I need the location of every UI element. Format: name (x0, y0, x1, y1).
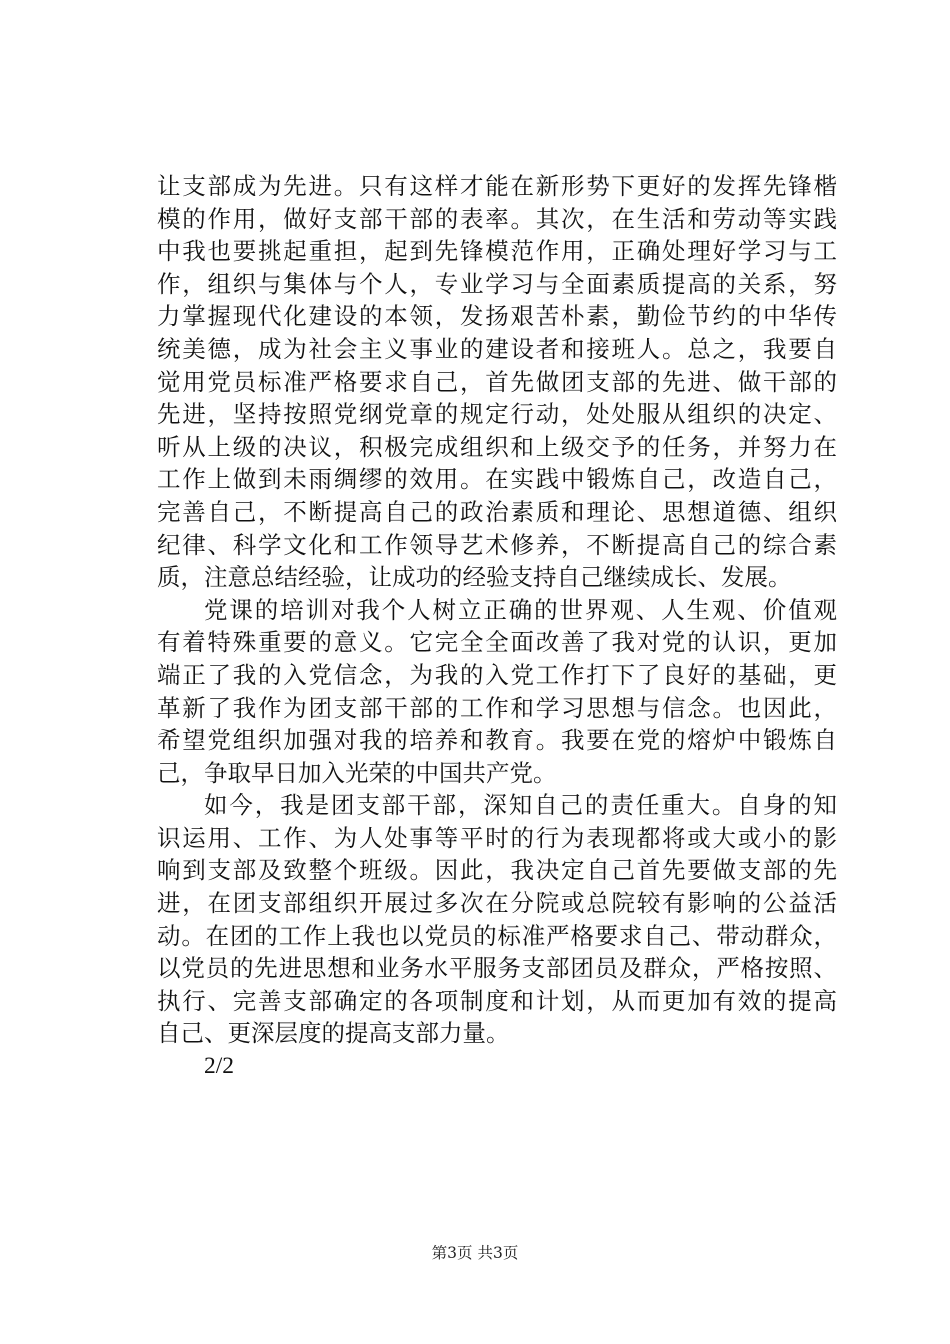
paragraph-2 (157, 594, 837, 790)
footer-page-info: 第3页 共3页 (431, 1244, 519, 1262)
text-line: 模的作用，做好支部干部的表率。其次，在生活和劳动等实践 (157, 204, 837, 233)
text-line: 识运用、工作、为人处事等平时的行为表现都将或大或小的影 (157, 823, 837, 852)
text-line: 端正了我的入党信念，为我的入党工作打下了良好的基础，更 (157, 660, 837, 689)
text-line: 己，争取早日加入光荣的中国共产党。 (157, 758, 557, 787)
text-line: 有着特殊重要的意义。它完全全面改善了我对党的认识，更加 (157, 628, 837, 657)
page-marker: 2/2 (204, 1053, 235, 1080)
page-footer (0, 1241, 950, 1263)
text-line: 执行、完善支部确定的各项制度和计划，从而更加有效的提高 (157, 986, 837, 1015)
text-line: 动。在团的工作上我也以党员的标准严格要求自己、带动群众， (157, 921, 837, 950)
text-line: 党课的培训对我个人树立正确的世界观、人生观、价值观 (204, 595, 837, 624)
text-line: 听从上级的决议，积极完成组织和上级交予的任务，并努力在 (157, 432, 837, 461)
text-line: 纪律、科学文化和工作领导艺术修养，不断提高自己的综合素 (157, 530, 837, 559)
text-line: 让支部成为先进。只有这样才能在新形势下更好的发挥先锋楷 (157, 172, 837, 200)
text-line: 如今，我是团支部干部，深知自己的责任重大。自身的知 (204, 791, 837, 820)
text-line: 质，注意总结经验，让成功的经验支持自己继续成长、发展。 (157, 563, 792, 592)
text-line: 希望党组织加强对我的培养和教育。我要在党的熔炉中锻炼自 (157, 726, 837, 755)
text-line: 响到支部及致整个班级。因此，我决定自己首先要做支部的先 (157, 856, 837, 885)
text-line: 自己、更深层度的提高支部力量。 (157, 1019, 510, 1048)
text-line: 觉用党员标准严格要求自己，首先做团支部的先进、做干部的 (157, 367, 837, 396)
document-body (157, 170, 837, 1083)
text-line: 进，在团支部组织开展过多次在分院或总院较有影响的公益活 (157, 889, 837, 918)
paragraph-1 (157, 170, 837, 594)
text-line: 革新了我作为团支部干部的工作和学习思想与信念。也因此， (157, 693, 837, 722)
text-line: 工作上做到未雨绸缪的效用。在实践中锻炼自己，改造自己， (157, 465, 837, 494)
text-line: 以党员的先进思想和业务水平服务支部团员及群众，严格按照、 (157, 954, 837, 983)
text-line: 中我也要挑起重担，起到先锋模范作用，正确处理好学习与工 (157, 237, 837, 266)
text-line: 先进，坚持按照党纲党章的规定行动，处处服从组织的决定、 (157, 400, 837, 429)
text-line: 作，组织与集体与个人，专业学习与全面素质提高的关系，努 (157, 269, 837, 298)
text-line: 完善自己，不断提高自己的政治素质和理论、思想道德、组织 (157, 497, 837, 526)
paragraph-3 (157, 789, 837, 1050)
text-line: 统美德，成为社会主义事业的建设者和接班人。总之，我要自 (157, 334, 837, 363)
text-line: 力掌握现代化建设的本领，发扬艰苦朴素，勤俭节约的中华传 (157, 302, 837, 331)
